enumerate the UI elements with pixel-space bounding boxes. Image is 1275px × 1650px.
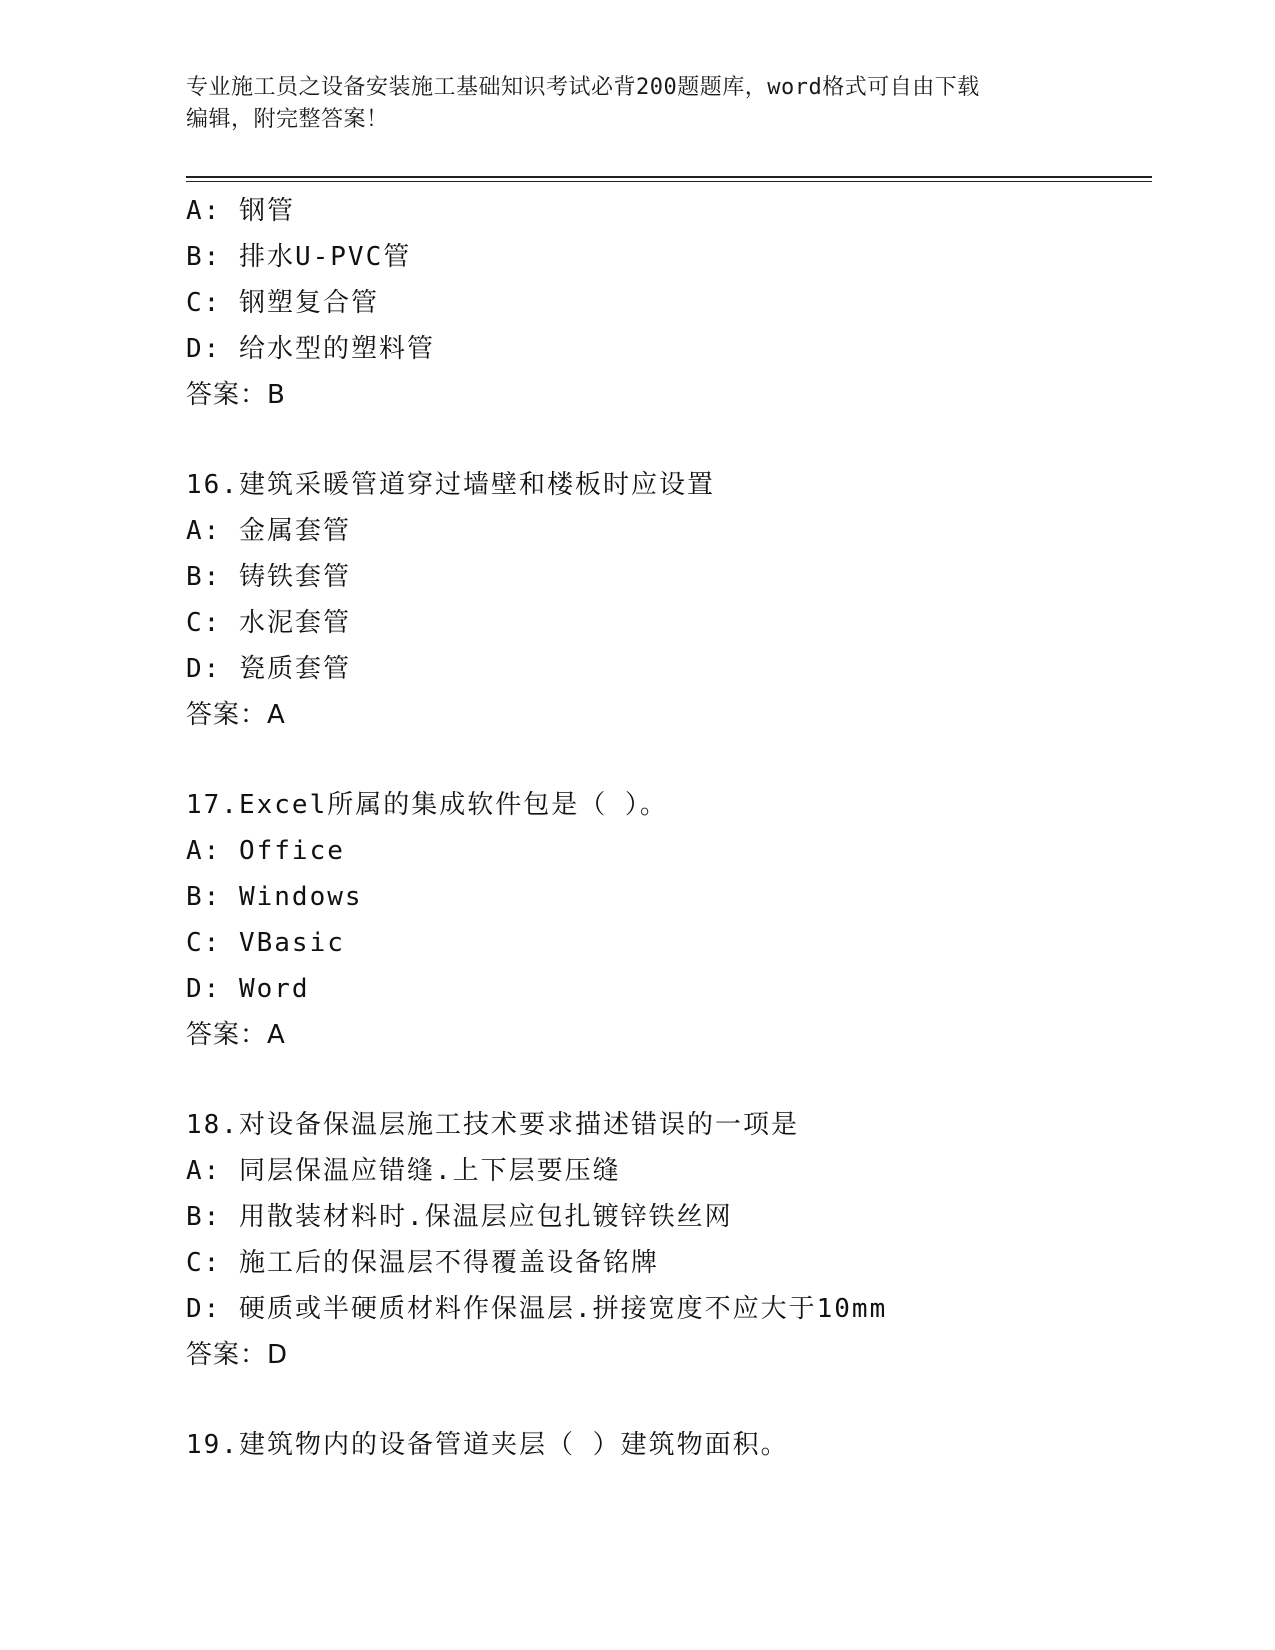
question-text: 19.建筑物内的设备管道夹层（ ）建筑物面积。 xyxy=(186,1430,789,1460)
header-line-2: 编辑，附完整答案！ xyxy=(186,107,389,132)
option-c: C: 施工后的保温层不得覆盖设备铭牌 xyxy=(186,1248,659,1278)
question-block-19 xyxy=(186,1422,1152,1468)
question-text: 16.建筑采暖管道穿过墙壁和楼板时应设置 xyxy=(186,470,715,500)
answer-line: 答案：D xyxy=(186,1340,289,1370)
header-rule xyxy=(186,176,1152,178)
option-b: B: Windows xyxy=(186,882,363,912)
header-line-1: 专业施工员之设备安装施工基础知识考试必背200题题库，word格式可自由下载 xyxy=(186,75,980,100)
question-block-17 xyxy=(186,782,1152,1058)
question-block-16 xyxy=(186,462,1152,738)
question-block-18 xyxy=(186,1102,1152,1378)
option-c: C: 水泥套管 xyxy=(186,608,351,638)
question-list xyxy=(186,188,1152,1468)
answer-line: 答案：B xyxy=(186,380,286,410)
option-a: A: 金属套管 xyxy=(186,516,351,546)
question-text: 18.对设备保温层施工技术要求描述错误的一项是 xyxy=(186,1110,799,1140)
spacer xyxy=(186,738,1152,782)
spacer xyxy=(186,1378,1152,1422)
spacer xyxy=(186,1058,1152,1102)
spacer xyxy=(186,418,1152,462)
answer-line: 答案：A xyxy=(186,700,286,730)
option-b: B: 排水U-PVC管 xyxy=(186,242,412,272)
answer-line: 答案：A xyxy=(186,1020,286,1050)
option-a: A: Office xyxy=(186,836,345,866)
option-d: D: 硬质或半硬质材料作保温层.拼接宽度不应大于10mm xyxy=(186,1294,888,1324)
option-c: C: 钢塑复合管 xyxy=(186,288,379,318)
page-header xyxy=(186,72,1086,136)
question-text: 17.Excel所属的集成软件包是（ ）。 xyxy=(186,790,668,820)
option-b: B: 铸铁套管 xyxy=(186,562,351,592)
option-b: B: 用散装材料时.保温层应包扎镀锌铁丝网 xyxy=(186,1202,733,1232)
option-d: D: Word xyxy=(186,974,310,1004)
question-block-15 xyxy=(186,188,1152,418)
option-a: A: 同层保温应错缝.上下层要压缝 xyxy=(186,1156,621,1186)
header-rule-thin xyxy=(186,181,1152,182)
option-c: C: VBasic xyxy=(186,928,345,958)
option-a: A: 钢管 xyxy=(186,196,295,226)
option-d: D: 瓷质套管 xyxy=(186,654,351,684)
option-d: D: 给水型的塑料管 xyxy=(186,334,435,364)
